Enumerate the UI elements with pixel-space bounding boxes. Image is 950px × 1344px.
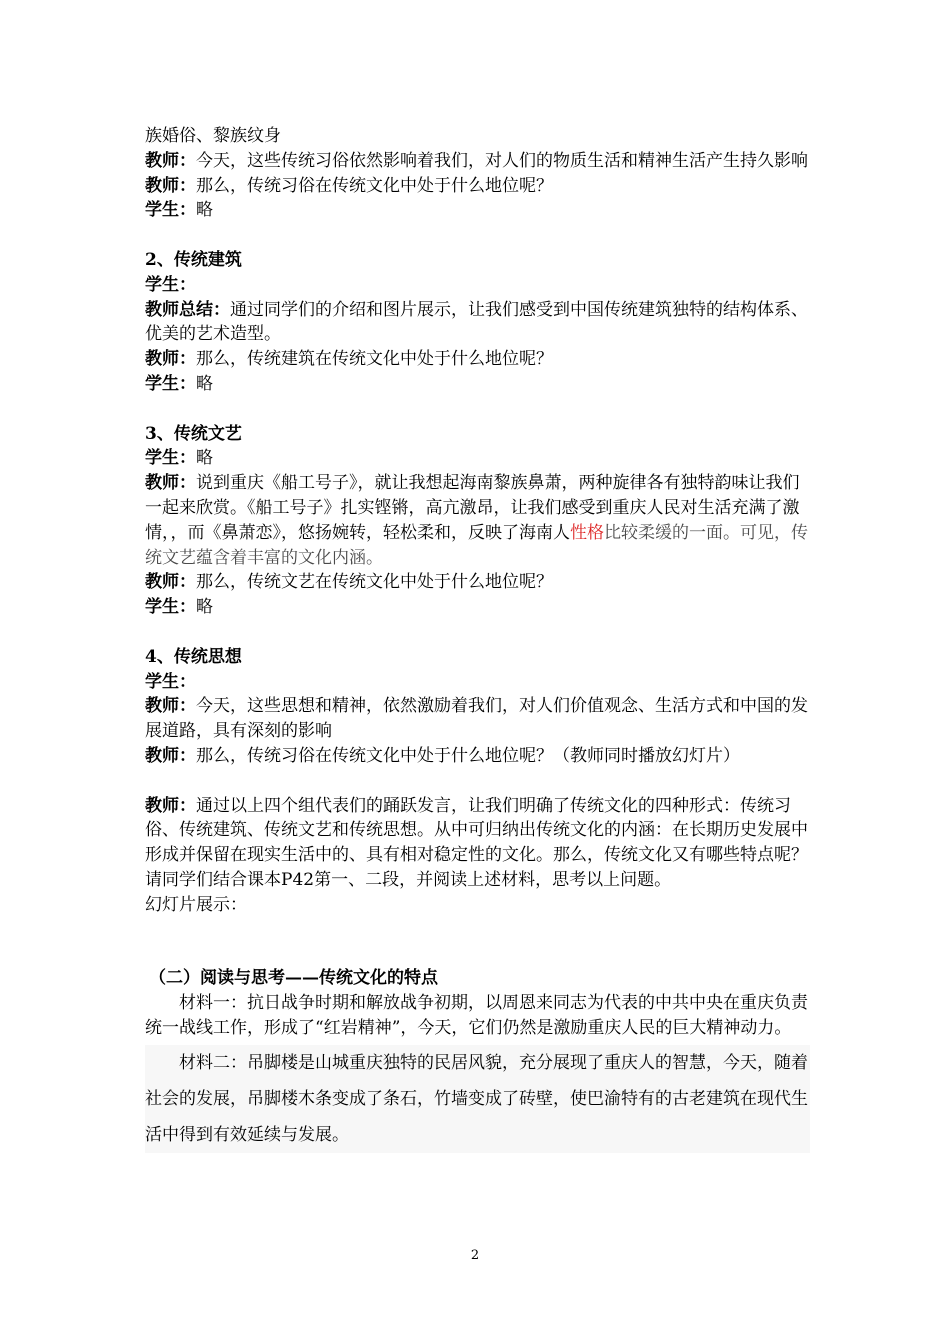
speaker-label: 教师总结： — [145, 299, 230, 320]
speaker-label: 学生： — [145, 274, 196, 295]
document-page — [145, 124, 810, 1153]
speaker-label: 教师： — [145, 473, 196, 494]
text: 略 — [196, 448, 213, 469]
speaker-label: 学生： — [145, 597, 196, 618]
text: 那么，传统文艺在传统文化中处于什么地位呢？ — [196, 572, 553, 593]
paragraph — [145, 124, 810, 149]
dialogue-line — [145, 471, 810, 570]
dialogue-line — [145, 744, 810, 769]
dialogue-line — [145, 273, 810, 298]
speaker-label: 学生： — [145, 671, 196, 692]
highlighted-text: 性格 — [570, 522, 604, 543]
dialogue-line — [145, 298, 810, 348]
dialogue-line — [145, 149, 810, 174]
material-one: 材料一：抗日战争时期和解放战争初期，以周恩来同志为代表的中共中央在重庆负责统一战线工作，形成了“红岩精神”，今天，它们仍然是激励重庆人民的巨大精神动力。 — [145, 993, 808, 1038]
dialogue-line — [145, 372, 810, 397]
speaker-label: 学生： — [145, 448, 196, 469]
text: 略 — [196, 200, 213, 221]
section-heading: 2、传统建筑 — [145, 249, 242, 270]
dialogue-line — [145, 595, 810, 620]
part-heading: （二）阅读与思考——传统文化的特点 — [149, 968, 438, 989]
speaker-label: 教师： — [145, 696, 196, 717]
dialogue-line — [145, 174, 810, 199]
text: 今天，这些传统习俗依然影响着我们，对人们的物质生活和精神生活产生持久影响 — [196, 150, 808, 171]
text: 略 — [196, 597, 213, 618]
dialogue-line — [145, 446, 810, 471]
text: 那么，传统习俗在传统文化中处于什么地位呢？（教师同时播放幻灯片） — [196, 745, 740, 766]
text: 族婚俗、黎族纹身 — [145, 126, 281, 146]
speaker-label: 学生： — [145, 373, 196, 394]
summary-paragraph — [145, 794, 810, 893]
slides-label: 幻灯片展示： — [145, 894, 247, 915]
speaker-label: 教师： — [145, 572, 196, 593]
speaker-label: 教师： — [145, 795, 196, 816]
speaker-label: 教师： — [145, 349, 196, 370]
material-two: 材料二：吊脚楼是山城重庆独特的民居风貌，充分展现了重庆人的智慧，今天，随着社会的发展，吊脚楼木条变成了条石，竹墙变成了砖壁，使巴渝特有的古老建筑在现代生活中得到有效延续与发展。 — [145, 1045, 810, 1153]
dialogue-line — [145, 347, 810, 372]
text: 通过以上四个组代表们的踊跃发言，让我们明确了传统文化的四种形式：传统习俗、传统建筑、传统文艺和传统思想。从中可归纳出传统文化的内涵：在长期历史发展中形成并保留在现实生活中的、具有相对稳定性的文化。那么，传统文化又有哪些特点呢？请同学们结合课本P42第一、二段，并阅读上述材料，思考以上问题。 — [145, 795, 808, 890]
speaker-label: 教师： — [145, 745, 196, 766]
dialogue-line — [145, 570, 810, 595]
dialogue-line — [145, 694, 810, 744]
speaker-label: 教师： — [145, 175, 196, 196]
dialogue-line — [145, 198, 810, 223]
text: 通过同学们的介绍和图片展示，让我们感受到中国传统建筑独特的结构体系、优美的艺术造型。 — [145, 299, 808, 345]
text: 那么，传统建筑在传统文化中处于什么地位呢？ — [196, 349, 553, 370]
text: 今天，这些思想和精神，依然激励着我们，对人们价值观念、生活方式和中国的发展道路，具有深刻的影响 — [145, 696, 808, 742]
text: 那么，传统习俗在传统文化中处于什么地位呢？ — [196, 175, 553, 196]
speaker-label: 教师： — [145, 150, 196, 171]
text: 比较柔缓的一面。可见，传统文艺蕴含着丰富的文化内涵。 — [145, 522, 808, 568]
dialogue-line — [145, 670, 810, 695]
speaker-label: 学生： — [145, 200, 196, 221]
text: 说到重庆《船工号子》，就让我想起海南黎族鼻萧，两种旋律各有独特韵味让我们一起来欣赏。《船工号子》扎实铿锵，高亢激昂，让我们感受到重庆人民对生活充满了激情，，而《鼻萧恋》，悠扬婉转，轻松柔和，反映了海南人 — [145, 473, 800, 543]
page-number: 2 — [470, 1248, 480, 1263]
text: 略 — [196, 373, 213, 394]
section-heading: 4、传统思想 — [145, 646, 242, 667]
section-heading: 3、传统文艺 — [145, 423, 242, 444]
